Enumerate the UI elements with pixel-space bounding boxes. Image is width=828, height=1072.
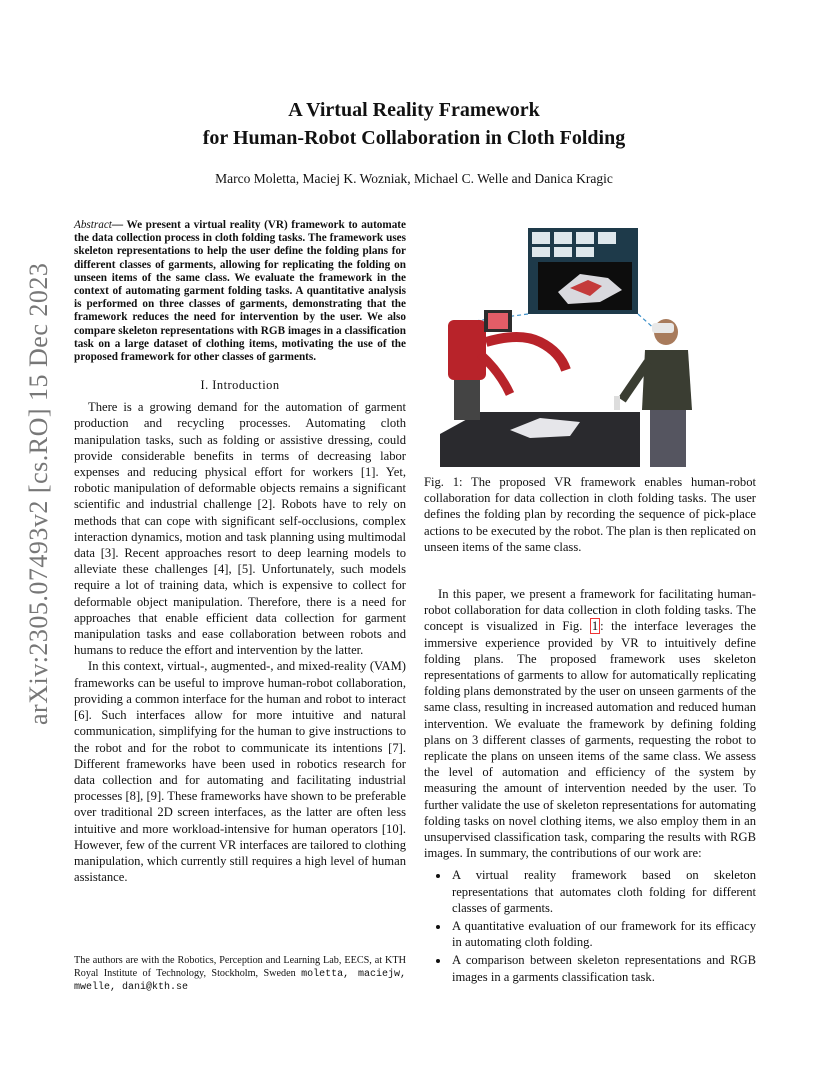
paragraph-text-cont: : the interface leverages the immersive experience provided by VR to intuitively define folding plans. The proposed framework uses skeleton representations of garments to allow for automatically replicating folding plans demonstrated by the user on unseen garments of the same class, resulting in increased automation and reduced human intervention. We evaluate the framework by defining folding plans on 3 different classes of garments, requesting the robot to replicate the plans on unseen items of the same class. We assess the level of automation and efficiency of the system by measuring the amount of intervention needed by the user. To further validate the use of skeleton representations for automating folding tasks on novel clothing items, we also employ them in an unsupervised classification task, comparing the results with RGB images. In summary, the contributions of our work are: <box>424 619 757 861</box>
intro-paragraph-2: In this context, virtual-, augmented-, and mixed-reality (VAM) frameworks can be useful to improve human-robot collaboration, providing a common interface for the human and robot to interact [6]. Such interfaces allow for more intuitive and natural communication, simplifying for the human to give instructions to the robot and for the robot to communicate its intentions [7]. Different frameworks have been used in robotics research for data collection and for automating and facilitating industrial processes [8], [9]. These frameworks have shown to be preferable over traditional 2D screen interfaces, as the latter are often less intuitive and more workload-intensive for human operators [10]. However, few of the current VR interfaces are tailored to clothing manipulation, which currently still requires a high level of human assistance. <box>74 659 406 885</box>
author-list: Marco Moletta, Maciej K. Wozniak, Michael C. Welle and Danica Kragic <box>215 171 613 186</box>
right-column-text <box>424 586 756 987</box>
figure-reference-link[interactable]: 1 <box>591 619 599 634</box>
robot-arm <box>486 337 566 370</box>
contribution-item: • A virtual reality framework based on skeleton representations that automates cloth folding for different classes of garments. <box>450 867 756 916</box>
vr-menu-button <box>576 232 594 244</box>
paper-title <box>60 96 768 152</box>
vr-menu-button <box>554 247 572 257</box>
contributions-list <box>424 867 756 984</box>
robot-base <box>454 380 480 420</box>
footnote <box>74 955 406 995</box>
intro-paragraph-1: There is a growing demand for the automation of garment production and recycling processes. Automating cloth manipulation tasks, such as folding or assistive dressing, could provide considerable benefits in terms of decreasing labor expenses and reducing physical effort for workers [1]. Yet, robotic manipulation of deformable objects remains a significant scientific and industrial challenge [2]. Robots have to rely on methods that can cope with significant self-occlusions, complex interaction dynamics, motion and task planning using multimodal data [3]. Recent approaches resort to deep learning models to alleviate these challenges [4], [5]. Unfortunately, such models require a lot of training data, which is expensive to collect for deformable object manipulation. Therefore, there is a need for approaches that enable efficient data collection for garment manipulation tasks and ease collaboration between robots and humans to reduce the effort and intervention by the latter. <box>74 400 406 658</box>
section-heading: I. Introduction <box>200 378 280 393</box>
title-line-1: A Virtual Reality Framework <box>288 99 540 121</box>
vr-menu-button <box>598 232 616 244</box>
vr-controller-icon <box>614 396 620 410</box>
contribution-item: • A comparison between skeleton representations and RGB images in a garments classification task. <box>450 952 756 984</box>
abstract-label: Abstract <box>74 219 112 231</box>
robot-screen-face <box>488 313 508 329</box>
vr-headset-icon <box>652 323 674 333</box>
paragraph-text: In this paper, we present a framework for facilitating human-robot collaboration for data collection in cloth folding tasks. The concept is visualized in Fig. <box>424 587 756 634</box>
abstract-text: — We present a virtual reality (VR) framework to automate the data collection process in cloth folding tasks. The framework uses skeleton representations to help the user define the folding plans for different classes of garments, allowing for replicating the folding on unseen items of the same class. We evaluate the framework in the context of automating garment folding tasks. A quantitative analysis is performed on three classes of garments, demonstrating that the framework reduces the need for intervention by the user. We also compare skeleton representations with RGB images in a classification task on a large dataset of clothing items, motivating the use of the proposed framework for other classes of garments. <box>74 219 406 364</box>
person-jacket <box>642 350 692 410</box>
robot-torso <box>448 320 486 380</box>
footnote-affiliation: The authors are with the Robotics, Perception and Learning Lab, EECS, at KTH Royal Institute of Technology, Stockholm, Sweden <box>74 955 406 979</box>
right-paragraph-1 <box>424 586 756 861</box>
vr-menu-button <box>554 232 572 244</box>
vr-menu-button <box>532 232 550 244</box>
abstract <box>74 219 406 885</box>
arxiv-stamp: arXiv:2305.07493v2 [cs.RO] 15 Dec 2023 <box>24 262 53 725</box>
person-legs <box>650 410 686 467</box>
title-line-2: for Human-Robot Collaboration in Cloth Folding <box>202 127 626 149</box>
figure-1-image <box>440 222 720 467</box>
figure-caption: Fig. 1: The proposed VR framework enables human-robot collaboration for data collection in cloth folding tasks. The user defines the folding plan by recording the sequence of pick-place actions to be executed by the robot. The plan is then replicated on unseen items of the same class. <box>424 475 756 554</box>
contribution-item: • A quantitative evaluation of our framework for its efficacy in automating cloth folding. <box>450 918 756 950</box>
vr-menu-button <box>576 247 594 257</box>
vr-menu-button <box>532 247 550 257</box>
footnote-emails: moletta, maciejw, mwelle, dani@kth.se <box>74 968 406 994</box>
